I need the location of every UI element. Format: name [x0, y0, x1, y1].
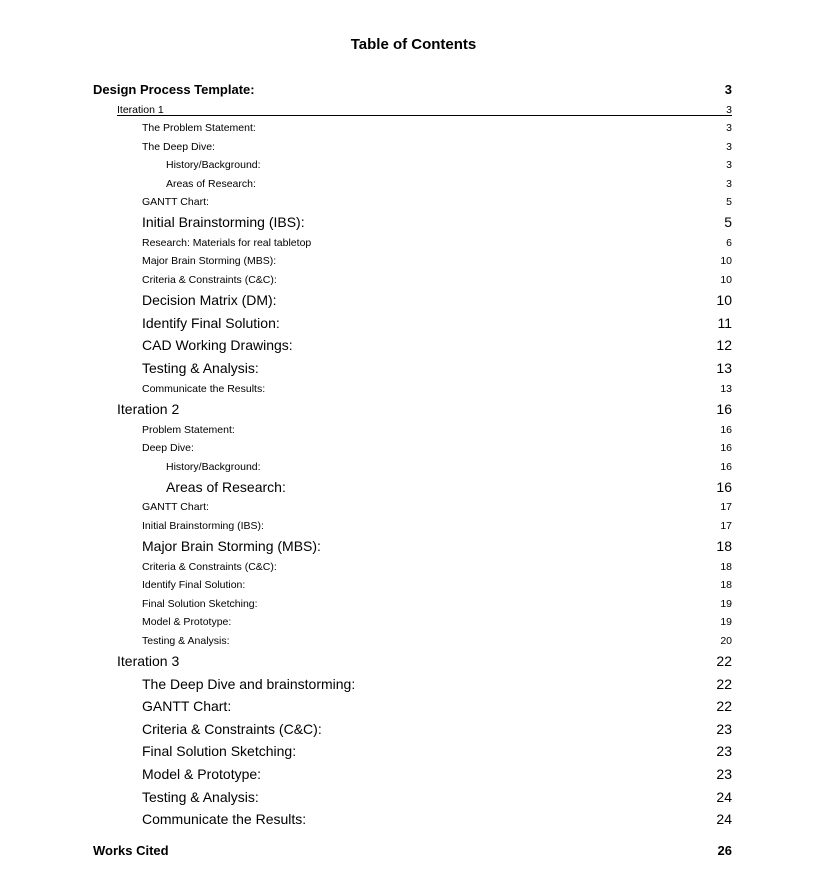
toc-entry-label[interactable]: History/Background:	[166, 461, 261, 473]
toc-entry-page: 23	[716, 743, 732, 759]
toc-entry-label[interactable]: Decision Matrix (DM):	[142, 292, 277, 308]
toc-entry-page: 11	[717, 315, 732, 331]
toc-entry-page: 23	[716, 766, 732, 782]
toc-entry-page: 16	[716, 401, 732, 417]
toc-entry-page: 3	[724, 82, 732, 97]
toc-entry-label[interactable]: Problem Statement:	[142, 424, 235, 436]
toc-entry-page: 24	[716, 811, 732, 827]
toc-entry-label[interactable]: Final Solution Sketching:	[142, 743, 297, 759]
toc-entry-label[interactable]: Communicate the Results:	[142, 383, 266, 395]
toc-entry-label[interactable]: The Deep Dive and brainstorming:	[142, 676, 356, 692]
toc-entry-label[interactable]: Testing & Analysis:	[142, 635, 230, 647]
toc-entry-page: 20	[720, 635, 732, 647]
toc-entry-page: 26	[717, 843, 732, 858]
toc-entry-page: 10	[720, 274, 732, 286]
toc-entry-page: 22	[716, 653, 732, 669]
toc-entry-page: 19	[720, 598, 732, 610]
toc-entry-label[interactable]: GANTT Chart:	[142, 501, 209, 513]
toc-entry-label[interactable]: Model & Prototype:	[142, 616, 232, 628]
toc-entry-page: 16	[720, 424, 732, 436]
toc-entry-label[interactable]: GANTT Chart:	[142, 698, 232, 714]
toc-entry-page: 3	[726, 122, 732, 134]
toc-entry-page: 3	[726, 159, 732, 171]
toc-entry-label[interactable]: Initial Brainstorming (IBS):	[142, 214, 305, 230]
toc-entry-page: 18	[720, 579, 732, 591]
page-title: Table of Contents	[350, 36, 477, 53]
toc-entry-label[interactable]: Major Brain Storming (MBS):	[142, 538, 321, 554]
toc-entry-page: 3	[726, 178, 732, 190]
toc-entry-label[interactable]: Major Brain Storming (MBS):	[142, 255, 277, 267]
toc-entry-label[interactable]: Criteria & Constraints (C&C):	[142, 561, 277, 573]
toc-entry-label[interactable]: The Problem Statement:	[142, 122, 256, 134]
toc-entry-page: 6	[726, 237, 732, 249]
toc-entry-label[interactable]: The Deep Dive:	[142, 141, 215, 153]
toc-entry-page: 13	[720, 383, 732, 395]
toc-entry-label[interactable]: Model & Prototype:	[142, 766, 262, 782]
toc-entry-label[interactable]: Iteration 3	[117, 653, 180, 669]
toc-entry-page: 16	[716, 479, 732, 495]
toc-entry-label[interactable]: Areas of Research:	[166, 479, 286, 495]
toc-entry-label[interactable]: Areas of Research:	[166, 178, 256, 190]
toc-entry-page: 5	[726, 196, 732, 208]
toc-entry-label[interactable]: Criteria & Constraints (C&C):	[142, 274, 277, 286]
toc-entry-page: 23	[716, 721, 732, 737]
toc-entry-page: 10	[720, 255, 732, 267]
toc-entry-label[interactable]: Testing & Analysis:	[142, 360, 259, 376]
toc-entry-page: 17	[720, 501, 732, 513]
toc-entry-page: 3	[726, 141, 732, 153]
toc-entry-label[interactable]: Testing & Analysis:	[142, 789, 259, 805]
toc-entry-page: 18	[720, 561, 732, 573]
toc-entry-page: 5	[724, 214, 732, 230]
toc-entry-page: 19	[720, 616, 732, 628]
toc-entry-page: 13	[716, 360, 732, 376]
toc-entry-page: 12	[716, 337, 732, 353]
toc-entry-page: 22	[716, 676, 732, 692]
toc-entry-label[interactable]: Final Solution Sketching:	[142, 598, 258, 610]
divider	[117, 115, 732, 116]
toc-entry-label[interactable]: GANTT Chart:	[142, 196, 209, 208]
toc-entry-label[interactable]: CAD Working Drawings:	[142, 337, 293, 353]
toc-entry-label[interactable]: Deep Dive:	[142, 442, 194, 454]
toc-entry-label[interactable]: Iteration 1	[117, 104, 164, 116]
toc-entry-page: 3	[726, 104, 732, 116]
toc-entry-page: 16	[720, 461, 732, 473]
toc-entry-page: 17	[720, 520, 732, 532]
toc-entry-label[interactable]: History/Background:	[166, 159, 261, 171]
toc-entry-label[interactable]: Communicate the Results:	[142, 811, 307, 827]
toc-entry-page: 18	[716, 538, 732, 554]
toc-entry-label[interactable]: Identify Final Solution:	[142, 579, 246, 591]
toc-entry-label[interactable]: Identify Final Solution:	[142, 315, 280, 331]
toc-entry-label[interactable]: Criteria & Constraints (C&C):	[142, 721, 322, 737]
toc-entry-page: 10	[716, 292, 732, 308]
toc-entry-label[interactable]: Initial Brainstorming (IBS):	[142, 520, 264, 532]
toc-entry-label[interactable]: Design Process Template:	[93, 82, 255, 97]
toc-entry-label[interactable]: Iteration 2	[117, 401, 180, 417]
toc-entry-label[interactable]: Works Cited	[93, 843, 169, 858]
toc-entry-page: 24	[716, 789, 732, 805]
toc-entry-label[interactable]: Research: Materials for real tabletop	[142, 237, 312, 249]
toc-entry-page: 22	[716, 698, 732, 714]
toc-entry-page: 16	[720, 442, 732, 454]
